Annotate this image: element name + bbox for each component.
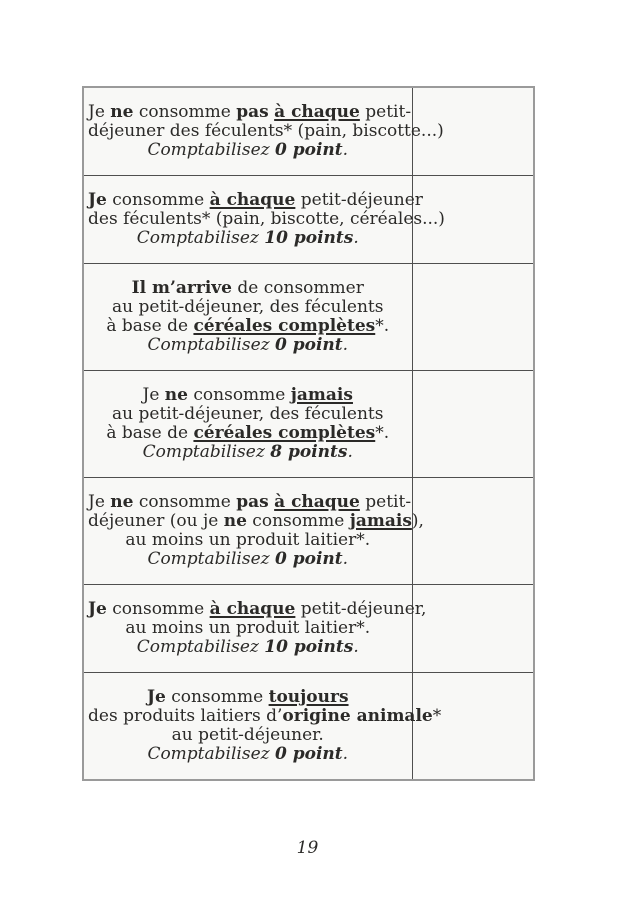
question-cell bbox=[83, 87, 444, 176]
question-cell bbox=[83, 176, 445, 264]
text-run: Je bbox=[88, 190, 107, 210]
text-line bbox=[88, 336, 408, 355]
question-cell bbox=[83, 371, 412, 478]
text-run: déjeuner des féculents* (pain, biscotte...) bbox=[88, 121, 444, 141]
text-line bbox=[88, 190, 423, 210]
text-run: . bbox=[342, 335, 349, 355]
table-row bbox=[83, 478, 534, 585]
text-run: ne bbox=[110, 492, 134, 512]
text-run: Comptabilisez bbox=[147, 744, 275, 764]
text-line bbox=[88, 443, 408, 462]
question-cell bbox=[83, 264, 412, 371]
quiz-table bbox=[82, 86, 535, 781]
text-run: ne bbox=[223, 511, 247, 531]
table-row bbox=[83, 585, 534, 673]
text-run: à chaque bbox=[209, 599, 296, 619]
text-run: 10 points bbox=[264, 637, 354, 657]
text-run: petit-déjeuner bbox=[295, 190, 423, 210]
text-run: . bbox=[342, 744, 349, 764]
text-run: Comptabilisez bbox=[147, 140, 275, 160]
text-run: des produits laitiers d’ bbox=[88, 706, 283, 726]
text-run: . bbox=[353, 228, 359, 248]
text-run: origine animale bbox=[282, 706, 433, 726]
text-run: à chaque bbox=[274, 102, 360, 122]
answer-cell bbox=[412, 264, 534, 371]
text-run: consomme bbox=[106, 190, 210, 210]
answer-cell bbox=[412, 673, 534, 781]
text-run: au petit-déjeuner, des féculents bbox=[112, 404, 384, 424]
text-line bbox=[88, 706, 442, 726]
text-run: Je bbox=[88, 102, 111, 122]
text-run: . bbox=[342, 140, 349, 160]
text-run: des féculents* (pain, biscotte, céréales...) bbox=[88, 209, 445, 229]
text-line bbox=[88, 209, 445, 229]
text-line bbox=[88, 141, 408, 160]
text-run: à chaque bbox=[274, 492, 360, 512]
text-run: Comptabilisez bbox=[147, 335, 275, 355]
text-run: Je bbox=[142, 385, 165, 405]
text-run: Il m’arrive bbox=[131, 278, 232, 298]
text-line bbox=[88, 688, 408, 707]
text-run: consomme bbox=[165, 687, 269, 707]
text-line bbox=[88, 317, 408, 336]
text-run: au petit-déjeuner, des féculents bbox=[112, 297, 384, 317]
answer-cell bbox=[412, 585, 534, 673]
text-run: 0 point bbox=[275, 140, 343, 160]
answer-cell bbox=[412, 371, 534, 478]
text-run: Je bbox=[146, 687, 166, 707]
text-run: consomme bbox=[187, 385, 291, 405]
text-run: au moins un produit laitier*. bbox=[125, 530, 371, 550]
text-run: consomme bbox=[133, 492, 237, 512]
text-line bbox=[88, 102, 412, 122]
text-run: au petit-déjeuner. bbox=[171, 725, 324, 745]
text-run: pas bbox=[236, 492, 269, 512]
text-run: jamais bbox=[349, 511, 412, 531]
text-run: toujours bbox=[268, 687, 349, 707]
text-run: à base de bbox=[106, 423, 194, 443]
text-line bbox=[88, 279, 408, 298]
text-line bbox=[88, 745, 408, 764]
table-row bbox=[83, 176, 534, 264]
text-run: à chaque bbox=[209, 190, 296, 210]
text-run: 0 point bbox=[275, 744, 343, 764]
text-run: consomme bbox=[106, 599, 210, 619]
text-run: ), bbox=[411, 511, 424, 531]
text-run: *. bbox=[375, 316, 390, 336]
text-run: Comptabilisez bbox=[136, 228, 265, 248]
text-run: 0 point bbox=[275, 335, 343, 355]
text-run: *. bbox=[375, 423, 390, 443]
text-run: 8 points bbox=[270, 442, 348, 462]
table-row bbox=[83, 673, 534, 781]
text-run: . bbox=[353, 637, 359, 657]
text-line bbox=[88, 229, 408, 248]
text-line bbox=[88, 511, 424, 531]
text-run: céréales complètes bbox=[193, 423, 376, 443]
text-line bbox=[88, 550, 408, 569]
question-cell bbox=[83, 585, 427, 673]
question-cell bbox=[83, 673, 442, 781]
table-row bbox=[83, 264, 534, 371]
text-run: Comptabilisez bbox=[142, 442, 271, 462]
page-number: 19 bbox=[296, 838, 319, 858]
text-run: 0 point bbox=[275, 549, 343, 569]
question-cell bbox=[83, 478, 424, 585]
text-line bbox=[88, 424, 408, 443]
text-run: . bbox=[342, 549, 349, 569]
text-run: petit- bbox=[359, 102, 412, 122]
text-line bbox=[88, 121, 444, 141]
text-run: jamais bbox=[290, 385, 353, 405]
text-run: consomme bbox=[246, 511, 350, 531]
text-run: petit- bbox=[359, 492, 412, 512]
text-run: céréales complètes bbox=[193, 316, 376, 336]
text-line bbox=[88, 619, 408, 638]
text-run: ne bbox=[110, 102, 134, 122]
text-line bbox=[88, 599, 427, 619]
text-run: 10 points bbox=[264, 228, 354, 248]
text-run: pas bbox=[236, 102, 269, 122]
text-run: petit-déjeuner, bbox=[295, 599, 427, 619]
text-line bbox=[88, 726, 408, 745]
text-run: au moins un produit laitier*. bbox=[125, 618, 371, 638]
text-run: Comptabilisez bbox=[136, 637, 265, 657]
text-run: ne bbox=[164, 385, 188, 405]
table-row bbox=[83, 87, 534, 176]
text-line bbox=[88, 386, 408, 405]
text-run: Je bbox=[88, 492, 111, 512]
text-run: . bbox=[347, 442, 353, 462]
text-run: consomme bbox=[133, 102, 237, 122]
text-line bbox=[88, 492, 412, 512]
text-run: déjeuner (ou je bbox=[88, 511, 224, 531]
text-line bbox=[88, 531, 408, 550]
text-line bbox=[88, 405, 408, 424]
text-line bbox=[88, 638, 408, 657]
text-line bbox=[88, 298, 408, 317]
text-run: * bbox=[432, 706, 442, 726]
quiz-table-body bbox=[83, 87, 534, 780]
table-row bbox=[83, 371, 534, 478]
text-run: à base de bbox=[106, 316, 194, 336]
text-run: de consommer bbox=[231, 278, 364, 298]
answer-cell bbox=[412, 478, 534, 585]
text-run: Je bbox=[88, 599, 107, 619]
text-run: Comptabilisez bbox=[147, 549, 275, 569]
